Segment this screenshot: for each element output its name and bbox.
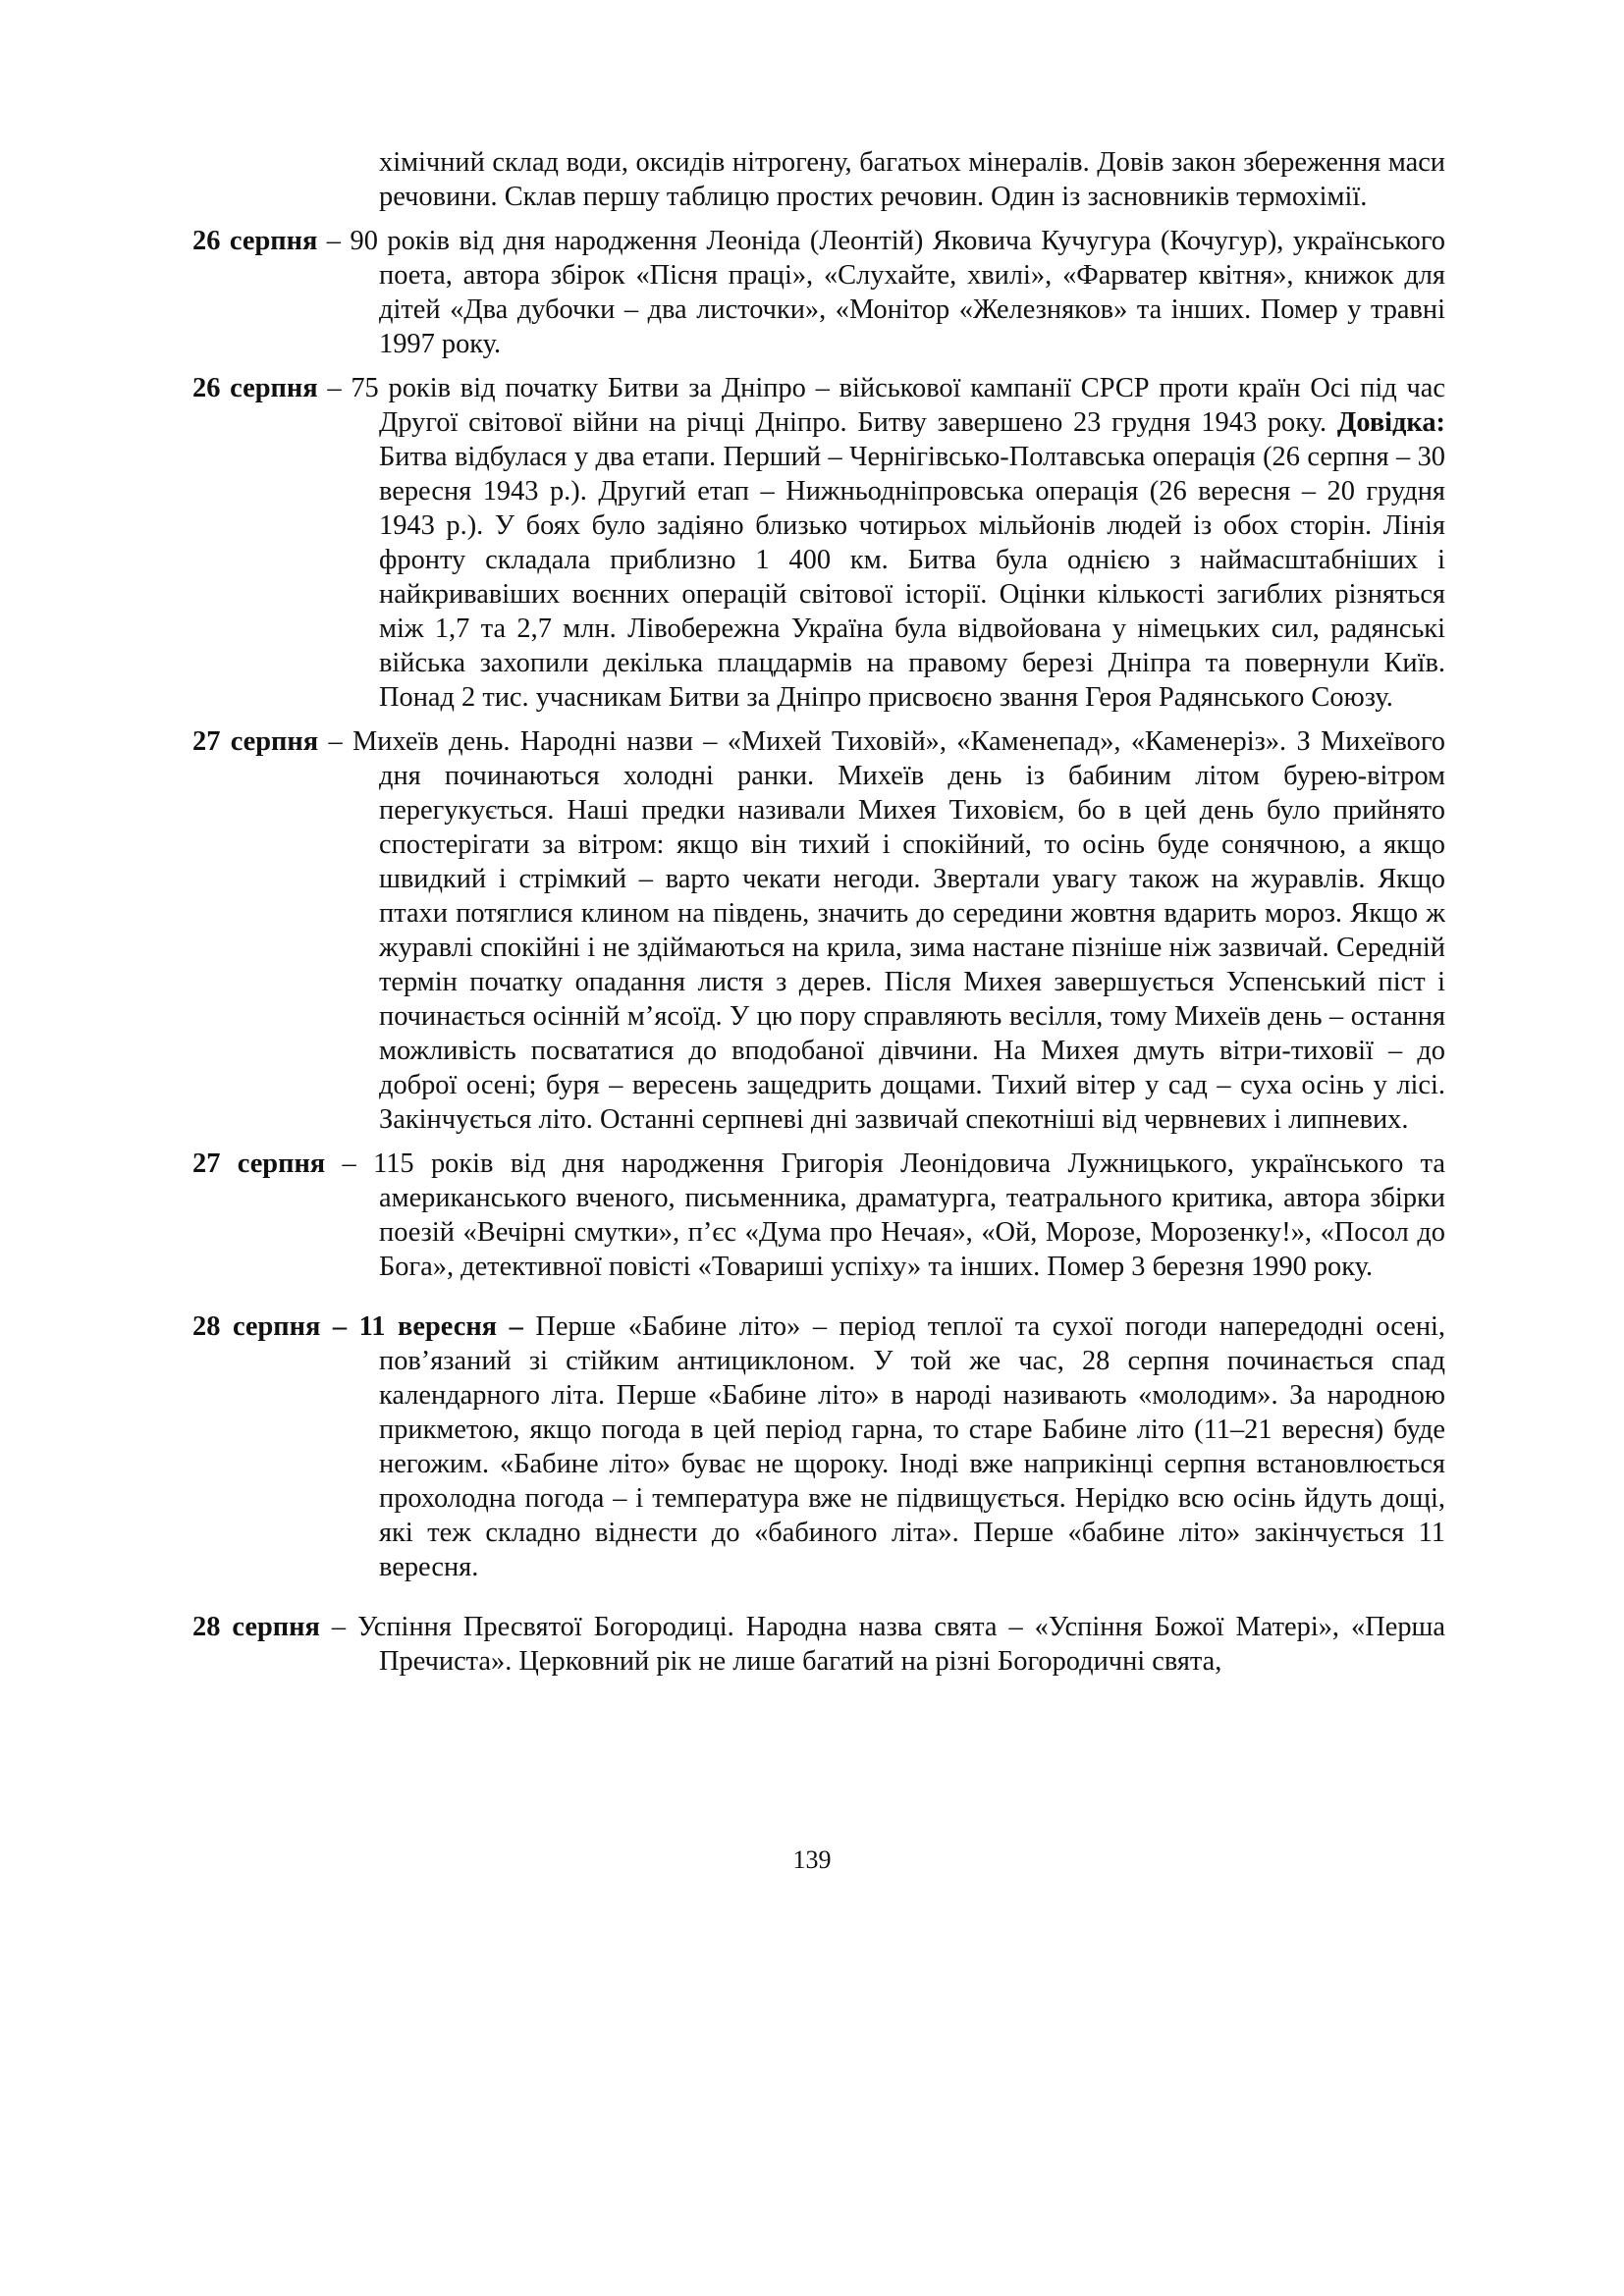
- entry-text: – 115 років від дня народження Григорія Леонідовича Лужницького, українського та американського вченого, письменника, драматурга, театрального критика, автора збірки поезій «Вечірні смутки», п’єс «Дума про Нечая», «Ой, Морозе, Морозенку!», «Посол до Бога», детективної повісті «Товариші успіху» та інших. Помер 3 березня 1990 року.: [325, 1148, 1445, 1282]
- calendar-entry-kuchuhur: [192, 224, 1445, 361]
- entry-date: 28 серпня – 11 вересня –: [192, 1311, 523, 1342]
- calendar-entry-battle-dnipro: [192, 371, 1445, 715]
- entry-text: – 90 років від дня народження Леоніда (Леонтій) Яковича Кучугура (Кочугур), українського поета, автора збірок «Пісня праці», «Слухайте, хвилі», «Фарватер квітня», книжок для дітей «Два дубочки – два листочки», «Монітор «Железняков» та інших. Помер у травні 1997 року.: [317, 226, 1445, 359]
- continuation-paragraph: [192, 145, 1445, 214]
- note-text: Битва відбулася у два етапи. Перший – Чернігівсько-Полтавська операція (26 серпня – 30 вересня 1943 р.). Другий етап – Нижньодніпровська операція (26 вересня – 20 грудня 1943 р.). У боях було задіяно близько чотирьох мільйонів людей із обох сторін. Лінія фронту складала приблизно 1 400 км. Битва була однією з наймасштабніших і найкривавіших воєнних операцій світової історії. Оцінки кількості загиблих різняться між 1,7 та 2,7 млн. Лівобережна Україна була відвойована у німецьких сил, радянські війська захопили декілька плацдармів на правому березі Дніпра та повернули Київ. Понад 2 тис. учасникам Битви за Дніпро присвоєно звання Героя Радянського Союзу.: [379, 442, 1445, 713]
- entry-date: 26 серпня: [192, 373, 318, 403]
- calendar-entry-dormition: [192, 1610, 1445, 1679]
- entry-text: Перше «Бабине літо» – період теплої та сухої погоди напередодні осені, пов’язаний зі стійким антициклоном. У той же час, 28 серпня починається спад календарного літа. Перше «Бабине літо» в народі називають «молодим». За народною прикметою, якщо погода в цей період гарна, то старе Бабине літо (11–21 вересня) буде негожим. «Бабине літо» буває не щороку. Іноді вже наприкінці серпня встановлюється прохолодна погода – і температура вже не підвищується. Нерідко всю осінь йдуть дощі, які теж складно віднести до «бабиного літа». Перше «бабине літо» закінчується 11 вересня.: [379, 1311, 1446, 1582]
- entry-date: 26 серпня: [192, 226, 318, 256]
- entry-date: 27 серпня: [192, 1148, 326, 1179]
- entry-date: 27 серпня: [192, 726, 319, 757]
- entry-text: – Михеїв день. Народні назви – «Михей Тиховій», «Каменепад», «Каменеріз». З Михеївого дня починаються холодні ранки. Михеїв день із бабиним літом бурею-вітром перегукується. Наші предки називали Михея Тиховієм, бо в цей день було прийнято спостерігати за вітром: якщо він тихий і спокійний, то осінь буде сонячною, а якщо швидкий і стрімкий – варто чекати негоди. Звертали увагу також на журавлів. Якщо птахи потяглися клином на південь, значить до середини жовтня вдарить мороз. Якщо ж журавлі спокійні і не здіймаються на крила, зима настане пізніше ніж зазвичай. Середній термін початку опадання листя з дерев. Після Михея завершується Успенський піст і починається осінній м’ясоїд. У цю пору справляють весілля, тому Михеїв день – остання можливість посвататися до вподобаної дівчини. На Михея дмуть вітри-тиховії – до доброї осені; буря – вересень защедрить дощами. Тихий вітер у сад – суха осінь у лісі. Закінчується літо. Останні серпневі дні зазвичай спекотніші від червневих і липневих.: [318, 726, 1445, 1135]
- entry-text: – Успіння Пресвятої Богородиці. Народна назва свята – «Успіння Божої Матері», «Перша Пречиста». Церковний рік не лише багатий на різні Богородичні свята,: [319, 1612, 1445, 1677]
- calendar-entry-mykheiv-day: [192, 724, 1445, 1137]
- document-page: [192, 145, 1445, 1688]
- entry-date: 28 серпня: [192, 1612, 320, 1642]
- entry-text: – 75 років від початку Битви за Дніпро – військової кампанії СРСР проти країн Осі під час Другої світової війни на річці Дніпро. Битву завершено 23 грудня 1943 року.: [317, 373, 1445, 438]
- note-label: Довідка:: [1336, 407, 1445, 438]
- calendar-entry-luzhnytskyi: [192, 1147, 1445, 1284]
- page-number: 139: [792, 1845, 832, 1874]
- calendar-entry-indian-summer: [192, 1309, 1445, 1584]
- continuation-text: хімічний склад води, оксидів нітрогену, багатьох мінералів. Довів закон збереження маси речовини. Склав першу таблицю простих речовин. Один із засновників термохімії.: [379, 147, 1445, 212]
